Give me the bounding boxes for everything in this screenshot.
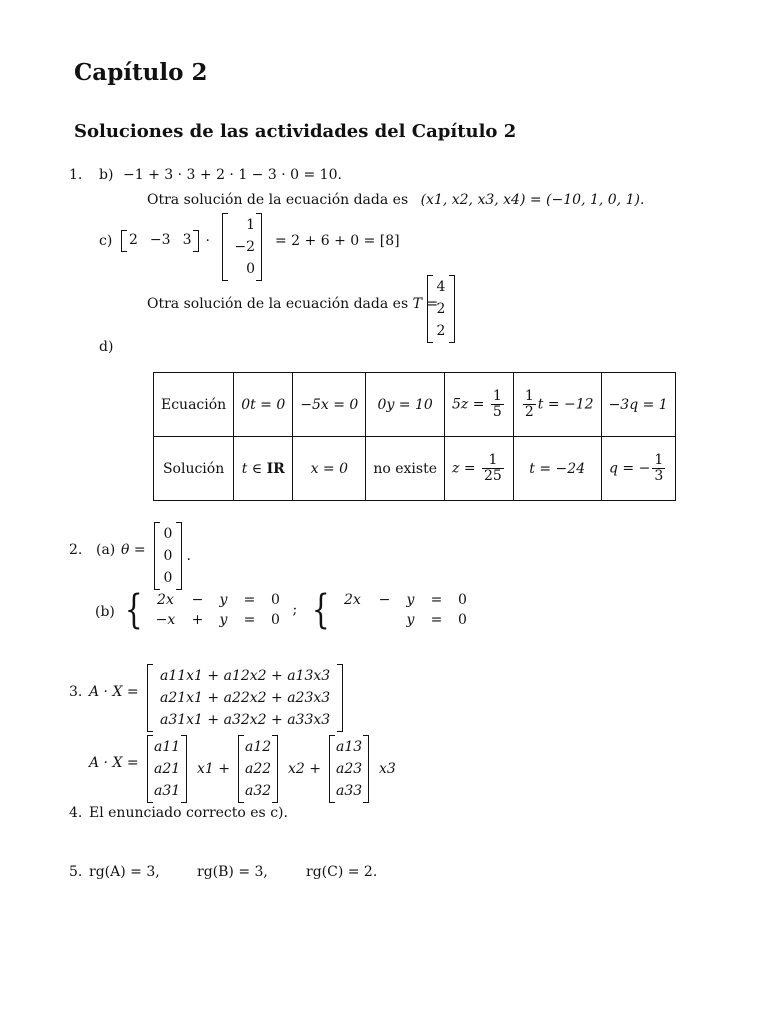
item-2b-system-2: { 2x − y = 0 y = 0 <box>311 587 467 633</box>
item-1-number: 1. <box>69 167 83 183</box>
brace-icon: { <box>311 587 330 633</box>
item-1c-other-vector <box>427 275 455 343</box>
item-2-number: 2. <box>69 542 83 558</box>
table-cell: x = 0 <box>293 437 366 501</box>
item-1c-label: c) <box>99 233 113 249</box>
item-3-lhs-2: A · X = <box>89 755 139 771</box>
table-cell: 0y = 10 <box>366 373 445 437</box>
table-header-cell: Ecuación <box>154 373 234 437</box>
table-cell-fraction: z = $\frac{1}{25}$ <box>445 437 514 501</box>
chapter-title: Capítulo 2 <box>74 59 208 86</box>
item-3-matrix <box>147 664 343 732</box>
table-cell: −5x = 0 <box>293 373 366 437</box>
row-vector-entry: 3 <box>182 232 192 248</box>
matrix-row: a11x1 + a12x2 + a13x3 <box>160 668 331 684</box>
col-vector-entry: 2 <box>436 323 446 339</box>
col-vector-entry: 0 <box>246 261 255 277</box>
matrix-row: a21x1 + a22x2 + a23x3 <box>160 690 331 706</box>
separator: ; <box>292 602 298 618</box>
item-1b-other-tuple: (x1, x2, x3, x4) = (−10, 1, 0, 1). <box>420 192 645 208</box>
item-4-text: El enunciado correcto es c). <box>89 805 288 821</box>
item-2a-vector: 0 0 0 . <box>154 522 191 590</box>
table-cell: no existe <box>366 437 445 501</box>
table-cell-fraction: $\frac{1}{2}$ t = −12 <box>513 373 601 437</box>
equations-table <box>153 372 676 501</box>
item-1c-row-vector <box>121 227 210 255</box>
table-row <box>154 373 676 437</box>
rank-a: rg(A) = 3, <box>89 864 160 880</box>
item-5-number: 5. <box>69 864 83 880</box>
col-vector-entry: 2 <box>436 301 446 317</box>
item-1c-other-solution <box>147 296 438 312</box>
item-3-number: 3. <box>69 684 83 700</box>
table-cell: 0t = 0 <box>234 373 293 437</box>
table-header-cell: Solución <box>154 437 234 501</box>
item-1c-other-var: T = <box>412 296 439 312</box>
item-3-column-sum: a11 a21 a31 x1 + a12 a22 a32 x2 + a13 a23 a33 x3 <box>147 735 396 803</box>
col-vector-entry: 1 <box>246 217 255 233</box>
item-3-lhs: A · X = <box>89 684 139 700</box>
row-vector-entry: −3 <box>149 232 171 248</box>
item-1c-other-text: Otra solución de la ecuación dada es <box>147 296 409 312</box>
table-cell: t ∈ IR <box>234 437 293 501</box>
item-2b-label: (b) <box>95 604 115 620</box>
col-vector-entry: 0 <box>163 548 173 564</box>
item-1d-label: d) <box>99 339 114 355</box>
col-vector-entry: 0 <box>163 570 173 586</box>
item-2b-system-1: { 2x − y = 0 −x + y = 0 ; <box>124 587 298 633</box>
item-1c-result: = 2 + 6 + 0 = [8] <box>275 233 400 249</box>
matrix-row: a31x1 + a32x2 + a33x3 <box>160 712 331 728</box>
item-2a-label: (a) <box>96 542 116 558</box>
item-4-number: 4. <box>69 805 83 821</box>
item-1b-expression: −1 + 3 · 3 + 2 · 1 − 3 · 0 = 10. <box>123 167 342 183</box>
rank-c: rg(C) = 2. <box>306 864 378 880</box>
table-cell: −3q = 1 <box>601 373 675 437</box>
item-1b-other-text: Otra solución de la ecuación dada es <box>147 192 409 208</box>
table-cell-fraction: q = − $\frac{1}{3}$ <box>601 437 675 501</box>
item-2a-var: θ = <box>121 542 146 558</box>
dot-operator: · <box>205 233 210 249</box>
col-vector-entry: 4 <box>436 279 446 295</box>
item-1b-label: b) <box>99 167 114 183</box>
rank-b: rg(B) = 3, <box>197 864 268 880</box>
table-cell: t = −24 <box>513 437 601 501</box>
section-title: Soluciones de las actividades del Capítulo 2 <box>74 121 517 142</box>
col-vector-entry: −2 <box>234 239 255 255</box>
table-cell-fraction: 5z = $\frac{1}{5}$ <box>445 373 514 437</box>
brace-icon: { <box>124 587 143 633</box>
col-vector-entry: 0 <box>163 526 173 542</box>
table-row <box>154 437 676 501</box>
row-vector-entry: 2 <box>129 232 138 248</box>
item-1b-other-solution <box>147 192 644 208</box>
item-1c-col-vector <box>222 213 262 281</box>
